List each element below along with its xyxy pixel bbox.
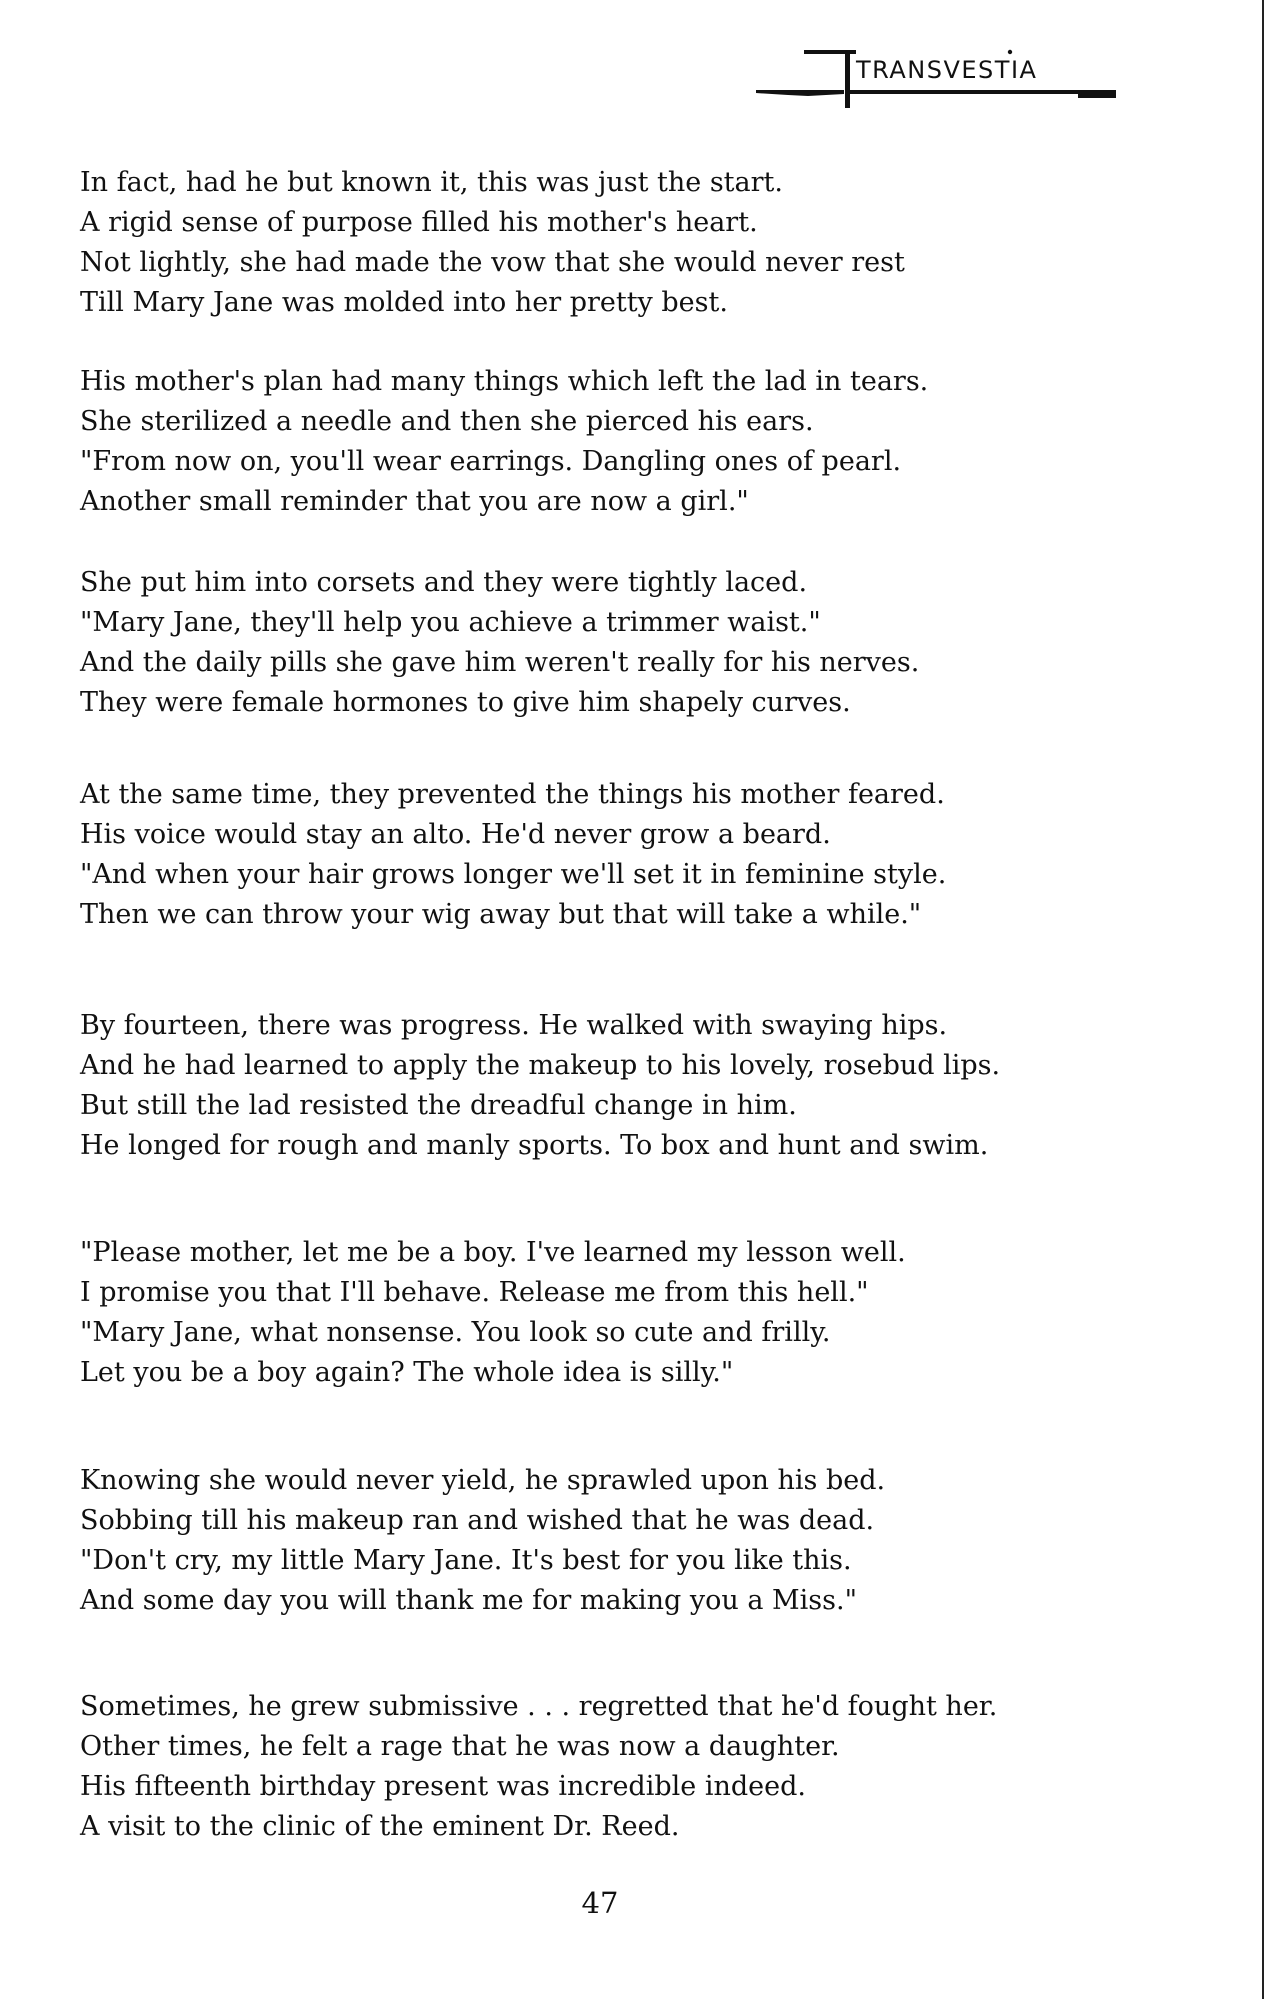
verse-line: By fourteen, there was progress. He walked with swaying hips. <box>80 1010 948 1041</box>
stanza-7 <box>80 1461 885 1621</box>
verse-line: "Please mother, let me be a boy. I've learned my lesson well. <box>80 1237 906 1268</box>
stanza-4 <box>80 775 946 935</box>
verse-line: His mother's plan had many things which left the lad in tears. <box>80 366 929 397</box>
verse-line: "Don't cry, my little Mary Jane. It's best for you like this. <box>80 1545 852 1576</box>
verse-line: At the same time, they prevented the things his mother feared. <box>80 779 945 810</box>
verse-line: And he had learned to apply the makeup to his lovely, rosebud lips. <box>80 1050 1001 1081</box>
stanza-3 <box>80 563 919 723</box>
verse-line: "And when your hair grows longer we'll set it in feminine style. <box>80 859 947 890</box>
verse-line: Till Mary Jane was molded into her pretty best. <box>80 287 728 318</box>
verse-line: In fact, had he but known it, this was just the start. <box>80 167 783 198</box>
verse-line: Sobbing till his makeup ran and wished that he was dead. <box>80 1505 875 1536</box>
verse-line: But still the lad resisted the dreadful change in him. <box>80 1090 797 1121</box>
verse-line: "Mary Jane, what nonsense. You look so cute and frilly. <box>80 1317 831 1348</box>
verse-line: And the daily pills she gave him weren't really for his nerves. <box>80 647 920 678</box>
verse-line: "From now on, you'll wear earrings. Dangling ones of pearl. <box>80 446 902 477</box>
page-edge-rule <box>1262 0 1264 1999</box>
verse-line: Not lightly, she had made the vow that she would never rest <box>80 247 905 278</box>
stanza-2 <box>80 362 928 522</box>
stanza-8 <box>80 1687 997 1847</box>
verse-line: Sometimes, he grew submissive . . . regretted that he'd fought her. <box>80 1691 998 1722</box>
verse-line: A rigid sense of purpose filled his mother's heart. <box>80 207 758 238</box>
verse-line: His fifteenth birthday present was incredible indeed. <box>80 1771 806 1802</box>
stanza-5 <box>80 1006 1000 1166</box>
verse-line: Knowing she would never yield, he sprawled upon his bed. <box>80 1465 886 1496</box>
verse-line: Let you be a boy again? The whole idea is silly." <box>80 1357 734 1388</box>
verse-line: I promise you that I'll behave. Release me from this hell." <box>80 1277 869 1308</box>
stanza-6 <box>80 1233 906 1393</box>
verse-line: They were female hormones to give him shapely curves. <box>80 687 851 718</box>
masthead-title: TRANSVESTIA <box>856 56 1038 84</box>
verse-line: His voice would stay an alto. He'd never grow a beard. <box>80 819 831 850</box>
verse-line: Another small reminder that you are now a girl." <box>80 486 749 517</box>
stanza-1 <box>80 163 905 323</box>
verse-line: "Mary Jane, they'll help you achieve a trimmer waist." <box>80 607 821 638</box>
verse-line: Then we can throw your wig away but that will take a while." <box>80 899 922 930</box>
verse-line: And some day you will thank me for making you a Miss." <box>80 1585 858 1616</box>
verse-line: She sterilized a needle and then she pierced his ears. <box>80 406 814 437</box>
masthead <box>748 46 1128 116</box>
page-number: 47 <box>581 1886 619 1920</box>
verse-line: A visit to the clinic of the eminent Dr. Reed. <box>80 1811 680 1842</box>
verse-line: She put him into corsets and they were tightly laced. <box>80 567 808 598</box>
verse-line: He longed for rough and manly sports. To box and hunt and swim. <box>80 1130 989 1161</box>
verse-line: Other times, he felt a rage that he was now a daughter. <box>80 1731 840 1762</box>
